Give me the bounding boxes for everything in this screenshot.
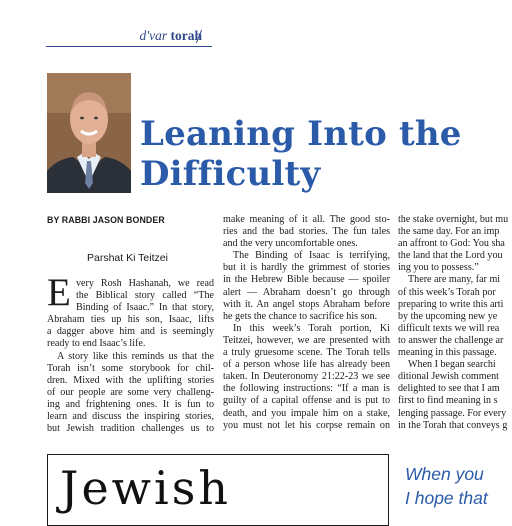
body-line: of a person whose life has already been [223,359,390,371]
body-line: the land that the Lord you [398,250,503,262]
body-line: an affront to God: You sha [398,238,505,250]
body-line: When I began searchi [408,359,496,371]
body-line: of this week’s Torah por [398,286,496,298]
body-column-3 [398,214,512,432]
body-line: A story like this reminds us that the [57,350,214,362]
body-line: Binding of Isaac.” In that story, [76,302,214,314]
body-line: in the Torah that conveys g [398,419,508,431]
body-line: ries and the bad stories. The fun tales [223,226,390,238]
body-line: ditional Jewish comment [398,371,499,383]
body-line: in the Hebrew Bible because — spoiler [223,274,390,286]
body-line: with it. An angel stops Abraham before [223,298,390,310]
body-line: ready to end Isaac’s life. [47,338,146,350]
article-title-line: Leaning Into the [140,114,462,154]
body-line: ing you to possess.” [398,262,479,274]
body-line: difficult texts we will rea [398,322,500,334]
body-line: but Jewish tradition challenges us to [47,423,214,435]
body-line: the same day. For an imp [398,226,500,238]
body-line: and the very uncomfortable ones. [223,238,358,250]
body-line: of our people are some very challeng- [47,386,214,398]
pull-quote-line: When you [405,464,484,484]
body-line: meaning in this passage. [398,347,497,359]
body-line: guilty of a capital offense and is put to [223,395,390,407]
body-line: Teitzei, however, we are presented with [223,334,390,346]
body-line: the stake overnight, but mu [398,214,509,225]
body-line: a dagger above him and is seemingly [47,326,214,338]
parsha-heading: Parshat Ki Teitzei [87,252,168,264]
byline: BY RABBI JASON BONDER [47,215,165,225]
body-line: very Rosh Hashanah, we read [76,278,214,289]
author-photo [47,73,131,193]
section-label [139,28,202,44]
body-line: a truly gruesome scene. The Torah tells [223,347,390,359]
section-label-name: torah [170,28,202,43]
body-column-2 [223,214,390,432]
body-column-1 [47,278,214,435]
body-line: dren. Mixed with the uplifting stories [47,374,214,386]
body-line: In this week’s Torah portion, Ki [233,322,390,334]
body-line: to answer the challenge ar [398,334,504,346]
body-line: the Biblical story called “The [76,290,214,302]
body-line: make meaning of it all. The good sto- [223,214,390,225]
pull-quote-line: I hope that [405,488,488,508]
body-line: the following instructions: “If a man is [223,383,390,395]
body-line: first to find meaning in s [398,395,498,407]
body-line: Torah isn’t some storybook for chil- [47,362,214,374]
body-line: ing and frightening ones. It is fun to [47,398,214,410]
body-line: learn and discuss the inspiring stories, [47,411,214,423]
body-line: lenging passage. For every [398,407,507,419]
body-line: delighted to see that I am [398,383,500,395]
body-line: taken. In Deuteronomy 21:22-23 we see [223,371,390,383]
advertisement-box [47,454,389,526]
body-line: The Binding of Isaac is terrifying, [233,250,390,262]
body-line: you must not let his corpse remain on [223,419,390,431]
section-label-prefix: d'var [139,28,168,43]
body-line: by the upcoming new ye [398,310,498,322]
section-rule [46,46,212,47]
article-title-line: Difficulty [140,154,321,194]
ad-logo: Jewish [60,461,231,515]
pull-quote [405,462,512,510]
body-line: but it is hardly the grimmest of stories [223,262,390,274]
body-line: preparing to write this arti [398,298,504,310]
section-kicker [46,24,216,50]
body-line: There are many, far mi [408,274,501,286]
body-line: death, and you impale him on a stake, [223,407,390,419]
article-title [140,114,512,194]
body-line: alert — Abraham doesn’t go through [223,286,390,298]
body-line: he gets the chance to sacrifice his son. [223,310,378,322]
body-line: Abraham ties up his son, Isaac, lifts [47,314,214,326]
drop-cap: E [47,271,71,314]
